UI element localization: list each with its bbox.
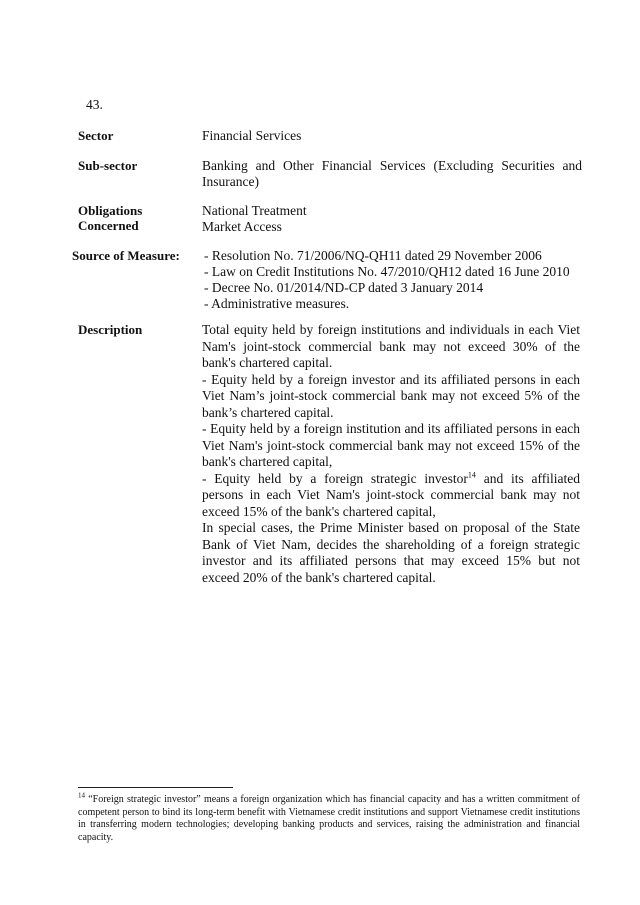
sub-sector-text: Banking and Other Financial Services (Excluding Securities and Insurance) [202, 158, 582, 189]
source-item: - Resolution No. 71/2006/NQ-QH11 dated 29 November 2006 [204, 248, 542, 263]
description-label: Description [78, 322, 143, 337]
footnote-text: “Foreign strategic investor” means a foreign organization which has financial capacity and has a written commitment of competent person to bind its long-term benefit with Vietnamese credit institutions and support Vietnamese credit institutions in transferring modern technologies; developing banking products and services, raising the administration and financial capacity. [78, 794, 580, 843]
description-paragraph-5: In special cases, the Prime Minister based on proposal of the State Bank of Viet Nam, decides the shareholding of a foreign strategic investor and its affiliated persons that may exceed 15% but not exceed 20% of the bank's chartered capital. [202, 520, 580, 585]
sub-sector-label: Sub-sector [78, 158, 138, 173]
footnote [78, 791, 580, 844]
obligations-label-line1: Obligations [78, 203, 143, 218]
paragraph-4-end: and its affiliated persons in each Viet Nam's joint-stock commercial bank may not exceed 15% of the bank's chartered capital, [202, 470, 580, 519]
source-label: Source of Measure: [72, 248, 180, 263]
sector-label: Sector [78, 128, 114, 143]
obligation-item: Market Access [202, 219, 282, 234]
description-paragraph-4 [202, 471, 580, 521]
sector-value: Financial Services [202, 128, 302, 143]
entry-number: 43. [86, 97, 103, 112]
source-item: - Law on Credit Institutions No. 47/2010/QH12 dated 16 June 2010 [204, 264, 570, 279]
footnote-separator [78, 787, 233, 788]
obligations-label-line2: Concerned [78, 218, 139, 233]
obligations-label [78, 203, 198, 233]
sub-sector-value [202, 158, 582, 190]
description-paragraph-1: Total equity held by foreign institutions and individuals in each Viet Nam's joint-stock commercial bank may not exceed 30% of the bank's chartered capital. [202, 322, 580, 370]
description-body [202, 322, 580, 586]
source-items [204, 248, 584, 312]
source-item: - Administrative measures. [204, 296, 350, 311]
footnote-number: 14 [78, 791, 85, 800]
source-item: - Decree No. 01/2014/ND-CP dated 3 January 2014 [204, 280, 484, 295]
footnote-reference: 14 [467, 470, 476, 479]
description-paragraph-3: - Equity held by a foreign institution and its affiliated persons in each Viet Nam's joint-stock commercial bank may not exceed 15% of the bank's chartered capital, [202, 421, 580, 469]
description-paragraph-2: - Equity held by a foreign investor and its affiliated persons in each Viet Nam’s joint-stock commercial bank may not exceed 5% of the bank’s chartered capital. [202, 371, 580, 420]
obligation-item: National Treatment [202, 203, 307, 218]
paragraph-4-start: - Equity held by a foreign strategic investor [202, 470, 468, 486]
obligations-values [202, 203, 582, 235]
